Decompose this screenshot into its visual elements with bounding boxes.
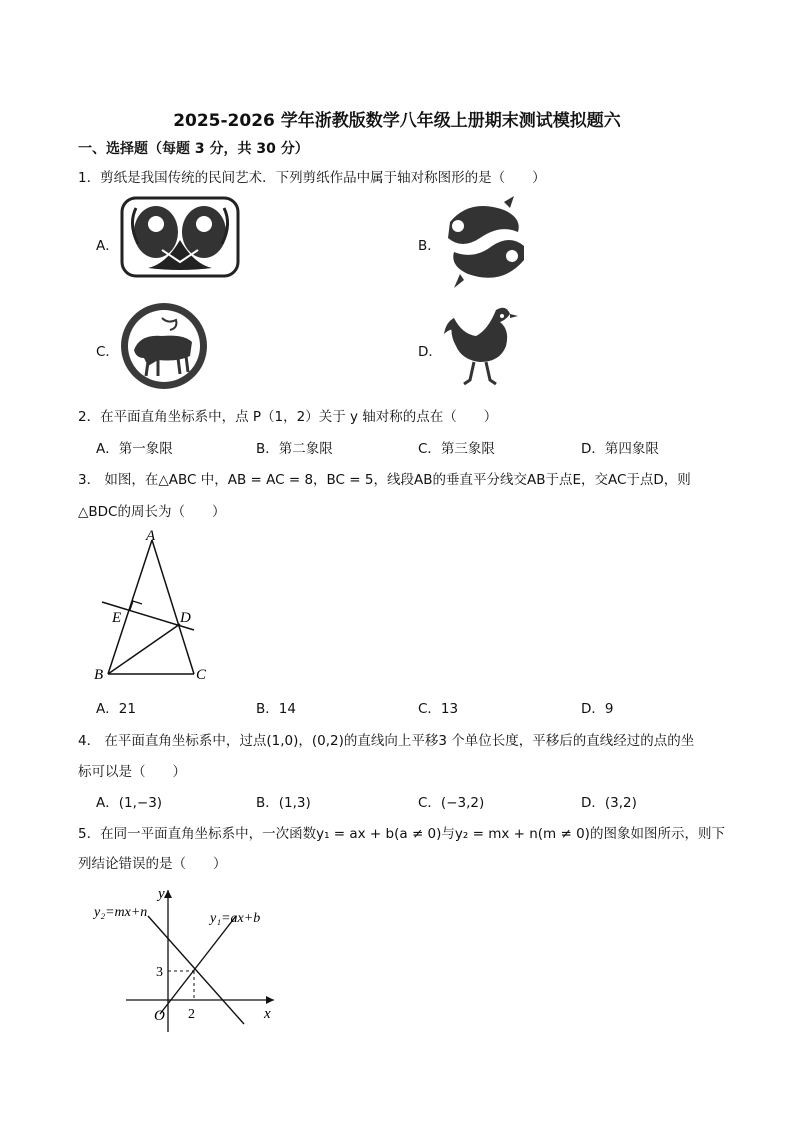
page-title: 2025-2026 学年浙教版数学八年级上册期末测试模拟题六 — [173, 111, 621, 131]
y-value-label: 3 — [156, 965, 163, 980]
q2-option-a: A．第一象限 — [96, 441, 173, 457]
vertex-b-label: B — [94, 667, 104, 683]
q3-option-a: A．21 — [96, 701, 136, 717]
x-axis-label: x — [264, 1006, 271, 1022]
q4-option-c: C．(−3,2) — [418, 795, 485, 811]
line-y1-label: y₁=ax+b — [210, 911, 261, 926]
paper-cut-rooster-image — [440, 300, 522, 388]
q5-stem-line1: 5．在同一平面直角坐标系中，一次函数y₁ = ax + b(a ≠ 0)与y₂ = mx + n(m ≠ 0)的图象如图所示，则下 — [78, 826, 725, 842]
q3-option-d: D．9 — [581, 701, 614, 717]
line-y2-label: y₂=mx+n — [94, 905, 148, 920]
q1-option-d-label: D． — [418, 344, 442, 360]
point-e-label: E — [112, 610, 122, 626]
section-heading: 一、选择题（每题 3 分，共 30 分） — [78, 141, 309, 157]
paper-cut-yin-yang-fish-image — [440, 194, 530, 290]
q2-option-c: C．第三象限 — [418, 441, 495, 457]
q4-option-d: D．(3,2) — [581, 795, 637, 811]
vertex-a-label: A — [146, 528, 156, 544]
q2-option-d: D．第四象限 — [581, 441, 659, 457]
y-axis-label: y — [158, 886, 165, 902]
q4-option-b: B．(1,3) — [256, 795, 311, 811]
q4-stem-line1: 4． 在平面直角坐标系中，过点(1,0)，(0,2)的直线向上平移3 个单位长度，平移后的直线经过的点的坐 — [78, 733, 695, 749]
q4-option-a: A．(1,−3) — [96, 795, 163, 811]
q1-stem: 1．剪纸是我国传统的民间艺术．下列剪纸作品中属于轴对称图形的是（ ） — [78, 170, 546, 186]
q1-option-a-label: A． — [96, 238, 119, 254]
q1-option-c-label: C． — [96, 344, 119, 360]
q1-option-b-label: B． — [418, 238, 441, 254]
vertex-c-label: C — [196, 667, 207, 683]
q2-stem: 2．在平面直角坐标系中，点 P（1，2）关于 y 轴对称的点在（ ） — [78, 409, 498, 425]
q5-stem-line2: 列结论错误的是（ ） — [78, 856, 227, 872]
q2-option-b: B．第二象限 — [256, 441, 333, 457]
x-value-label: 2 — [188, 1007, 195, 1022]
q3-option-b: B．14 — [256, 701, 296, 717]
point-d-label: D — [180, 610, 191, 626]
triangle-abc-figure — [90, 524, 220, 684]
paper-cut-fish-pair-image — [118, 194, 242, 280]
linear-functions-graph — [90, 882, 290, 1034]
origin-label: O — [154, 1008, 165, 1024]
q4-stem-line2: 标可以是（ ） — [78, 764, 186, 780]
q3-stem-line2: △BDC的周长为（ ） — [78, 504, 226, 520]
q3-option-c: C．13 — [418, 701, 459, 717]
q3-stem-line1: 3． 如图，在△ABC 中，AB = AC = 8，BC = 5，线段AB的垂直平分线交AB于点E，交AC于点D，则 — [78, 472, 691, 488]
paper-cut-ox-circle-image — [118, 300, 210, 392]
